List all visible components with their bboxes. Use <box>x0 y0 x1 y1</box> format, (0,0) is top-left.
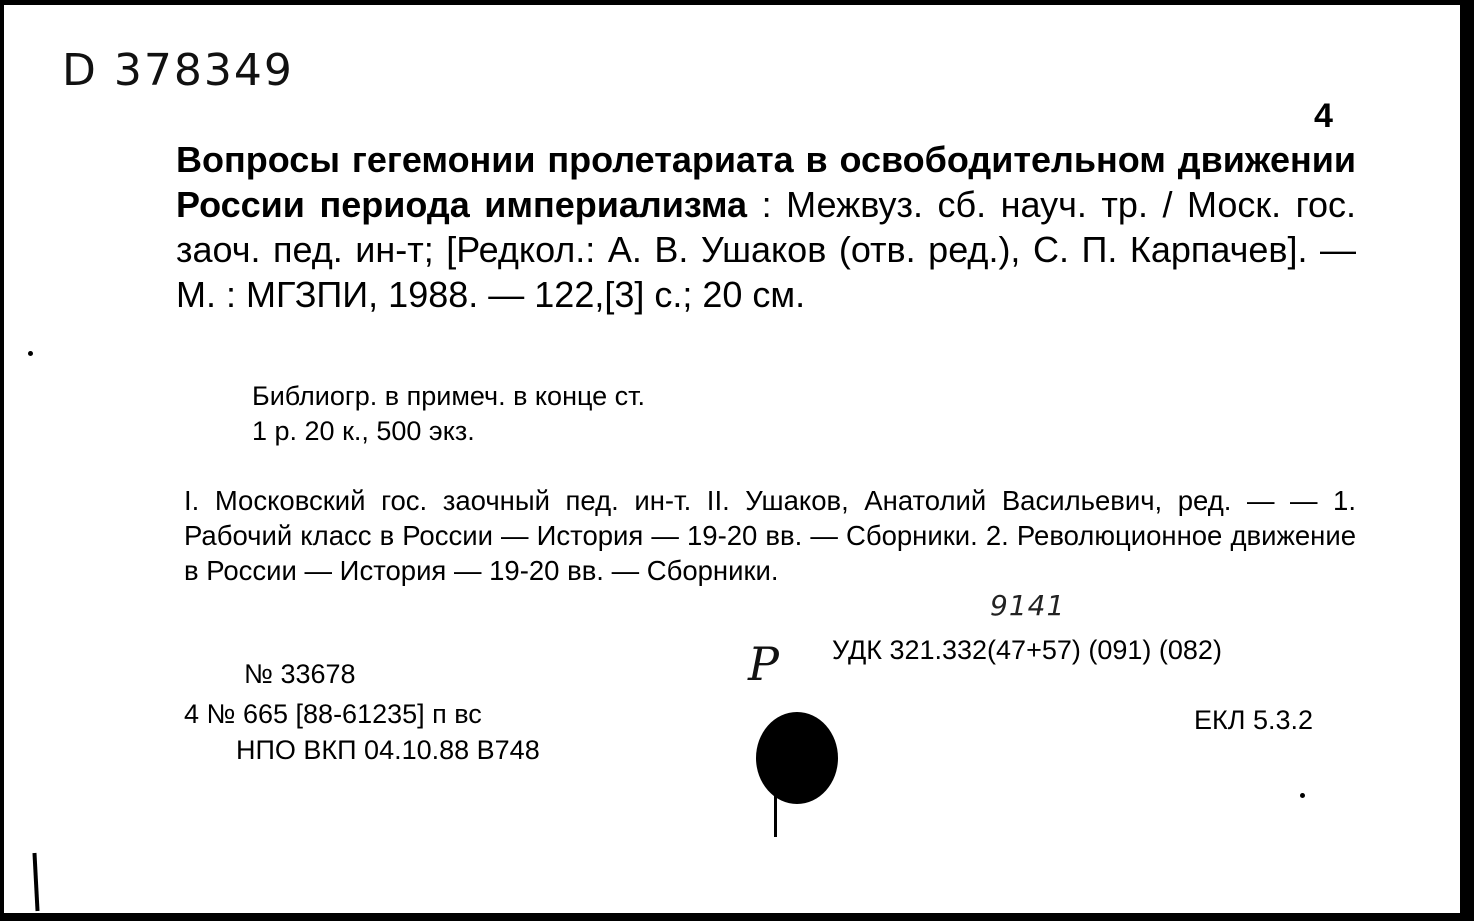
handwritten-mark: Р <box>748 637 779 691</box>
ekl-code: ЕКЛ 5.3.2 <box>1194 705 1314 735</box>
udk-code: УДК 321.332(47+57) (091) (082) <box>832 635 1222 665</box>
card-edge-shadow <box>1460 0 1474 921</box>
print-info: 4 № 665 [88-61235] п вс <box>184 699 482 729</box>
note-bibliography: Библиогр. в примеч. в конце ст. <box>252 381 646 411</box>
title-rest: : Межвуз. сб. науч. тр. / Моск. гос. заоч. пед. ин-т; [Редкол.: А. В. Ушаков (отв. ред.), С. П. Карпачев]. — М. : МГЗПИ, 1988. — 122,[3] с.; 20 см. <box>176 184 1356 315</box>
bibliographic-description <box>176 137 1356 317</box>
subject-headings: I. Московский гос. заочный пед. ин-т. II. Ушаков, Анатолий Васильевич, ред. — — 1. Рабочий класс в России — История — 19-20 вв. — Сборники. 2. Революционное движение в России — История — 19-20 вв. — Сборники. <box>184 485 1356 586</box>
punch-hole-tail <box>774 791 777 837</box>
catalog-card <box>4 5 1460 913</box>
page-number: 4 <box>1314 97 1333 135</box>
title-bold: Вопросы гегемонии пролетариата в освободительном движении России периода империализма <box>176 139 1356 225</box>
speck-dot <box>28 351 33 356</box>
npo-info: НПО ВКП 04.10.88 В748 <box>236 735 540 765</box>
edge-mark <box>32 853 39 911</box>
note-price: 1 р. 20 к., 500 экз. <box>252 416 475 446</box>
card-number: № 33678 <box>244 659 356 689</box>
speck-dot <box>1300 793 1305 798</box>
inventory-number: D 378349 <box>62 45 294 96</box>
punch-hole-icon <box>756 712 838 804</box>
handwritten-code: 9141 <box>990 589 1066 622</box>
